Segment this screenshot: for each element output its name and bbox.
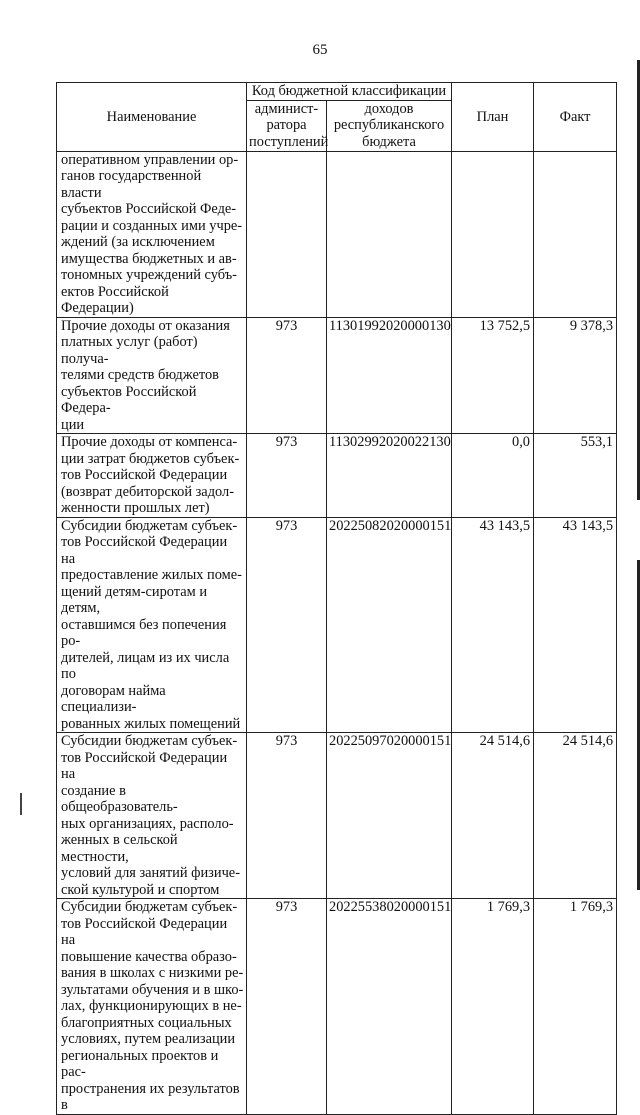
table-row [57, 434, 617, 518]
cell-plan: 1 769,3 [452, 899, 534, 1115]
cell-fact: 24 514,6 [534, 733, 617, 899]
cell-code: 11301992020000130 [327, 317, 452, 434]
cell-fact: 43 143,5 [534, 517, 617, 733]
cell-fact: 553,1 [534, 434, 617, 518]
header-plan: План [452, 83, 534, 152]
cell-plan [452, 151, 534, 317]
cell-code: 20225538020000151 [327, 899, 452, 1115]
cell-code [327, 151, 452, 317]
cell-admin: 973 [247, 517, 327, 733]
cell-admin: 973 [247, 733, 327, 899]
cell-code: 11302992020022130 [327, 434, 452, 518]
page-number: 65 [312, 42, 328, 58]
table-row [57, 733, 617, 899]
cell-name: Субсидии бюджетам субъек- тов Российской Федерации на предоставление жилых поме- щений детям-сиротам и детям, оставшимся без попечения ро- дителей, лицам из их числа по договорам найма специализи- рованных жилых помещений [57, 517, 247, 733]
header-name: Наименование [57, 83, 247, 152]
cell-admin [247, 151, 327, 317]
cell-fact [534, 151, 617, 317]
cell-plan: 0,0 [452, 434, 534, 518]
cell-plan: 43 143,5 [452, 517, 534, 733]
table-row [57, 517, 617, 733]
cell-fact: 9 378,3 [534, 317, 617, 434]
cell-admin: 973 [247, 317, 327, 434]
cell-admin: 973 [247, 434, 327, 518]
cell-code: 20225082020000151 [327, 517, 452, 733]
cell-code: 20225097020000151 [327, 733, 452, 899]
cell-name: Субсидии бюджетам субъек- тов Российской Федерации на создание в общеобразователь- ных организациях, располо- женных в сельской местности, условий для занятий физиче- ской культурой и спортом [57, 733, 247, 899]
header-code-group: Код бюджетной классификации [247, 83, 452, 101]
table-row [57, 151, 617, 317]
cell-admin: 973 [247, 899, 327, 1115]
cell-plan: 13 752,5 [452, 317, 534, 434]
table-row [57, 899, 617, 1115]
budget-table [56, 82, 617, 1115]
cell-name: Субсидии бюджетам субъек- тов Российской Федерации на повышение качества образо- вания в школах с низкими ре- зультатами обучения и в шко- лах, функционирующих в не- благоприятных социальных условиях, путем реализации региональных проектов и рас- пространения их результатов в [57, 899, 247, 1115]
cell-name: Прочие доходы от компенса- ции затрат бюджетов субъек- тов Российской Федерации (возврат дебиторской задол- женности прошлых лет) [57, 434, 247, 518]
scan-edge-mark [20, 793, 22, 815]
cell-name: оперативном управлении ор- ганов государственной власти субъектов Российской Феде- рации и созданных ими учре- ждений (за исключением имущества бюджетных и ав- тономных учреждений субъ- ектов Российской Федерации) [57, 151, 247, 317]
cell-fact: 1 769,3 [534, 899, 617, 1115]
cell-name: Прочие доходы от оказания платных услуг (работ) получа- телями средств бюджетов субъектов Российской Федера- ции [57, 317, 247, 434]
header-income: доходов республиканского бюджета [327, 100, 452, 151]
header-fact: Факт [534, 83, 617, 152]
header-admin: админист- ратора поступлений [247, 100, 327, 151]
cell-plan: 24 514,6 [452, 733, 534, 899]
table-row [57, 317, 617, 434]
